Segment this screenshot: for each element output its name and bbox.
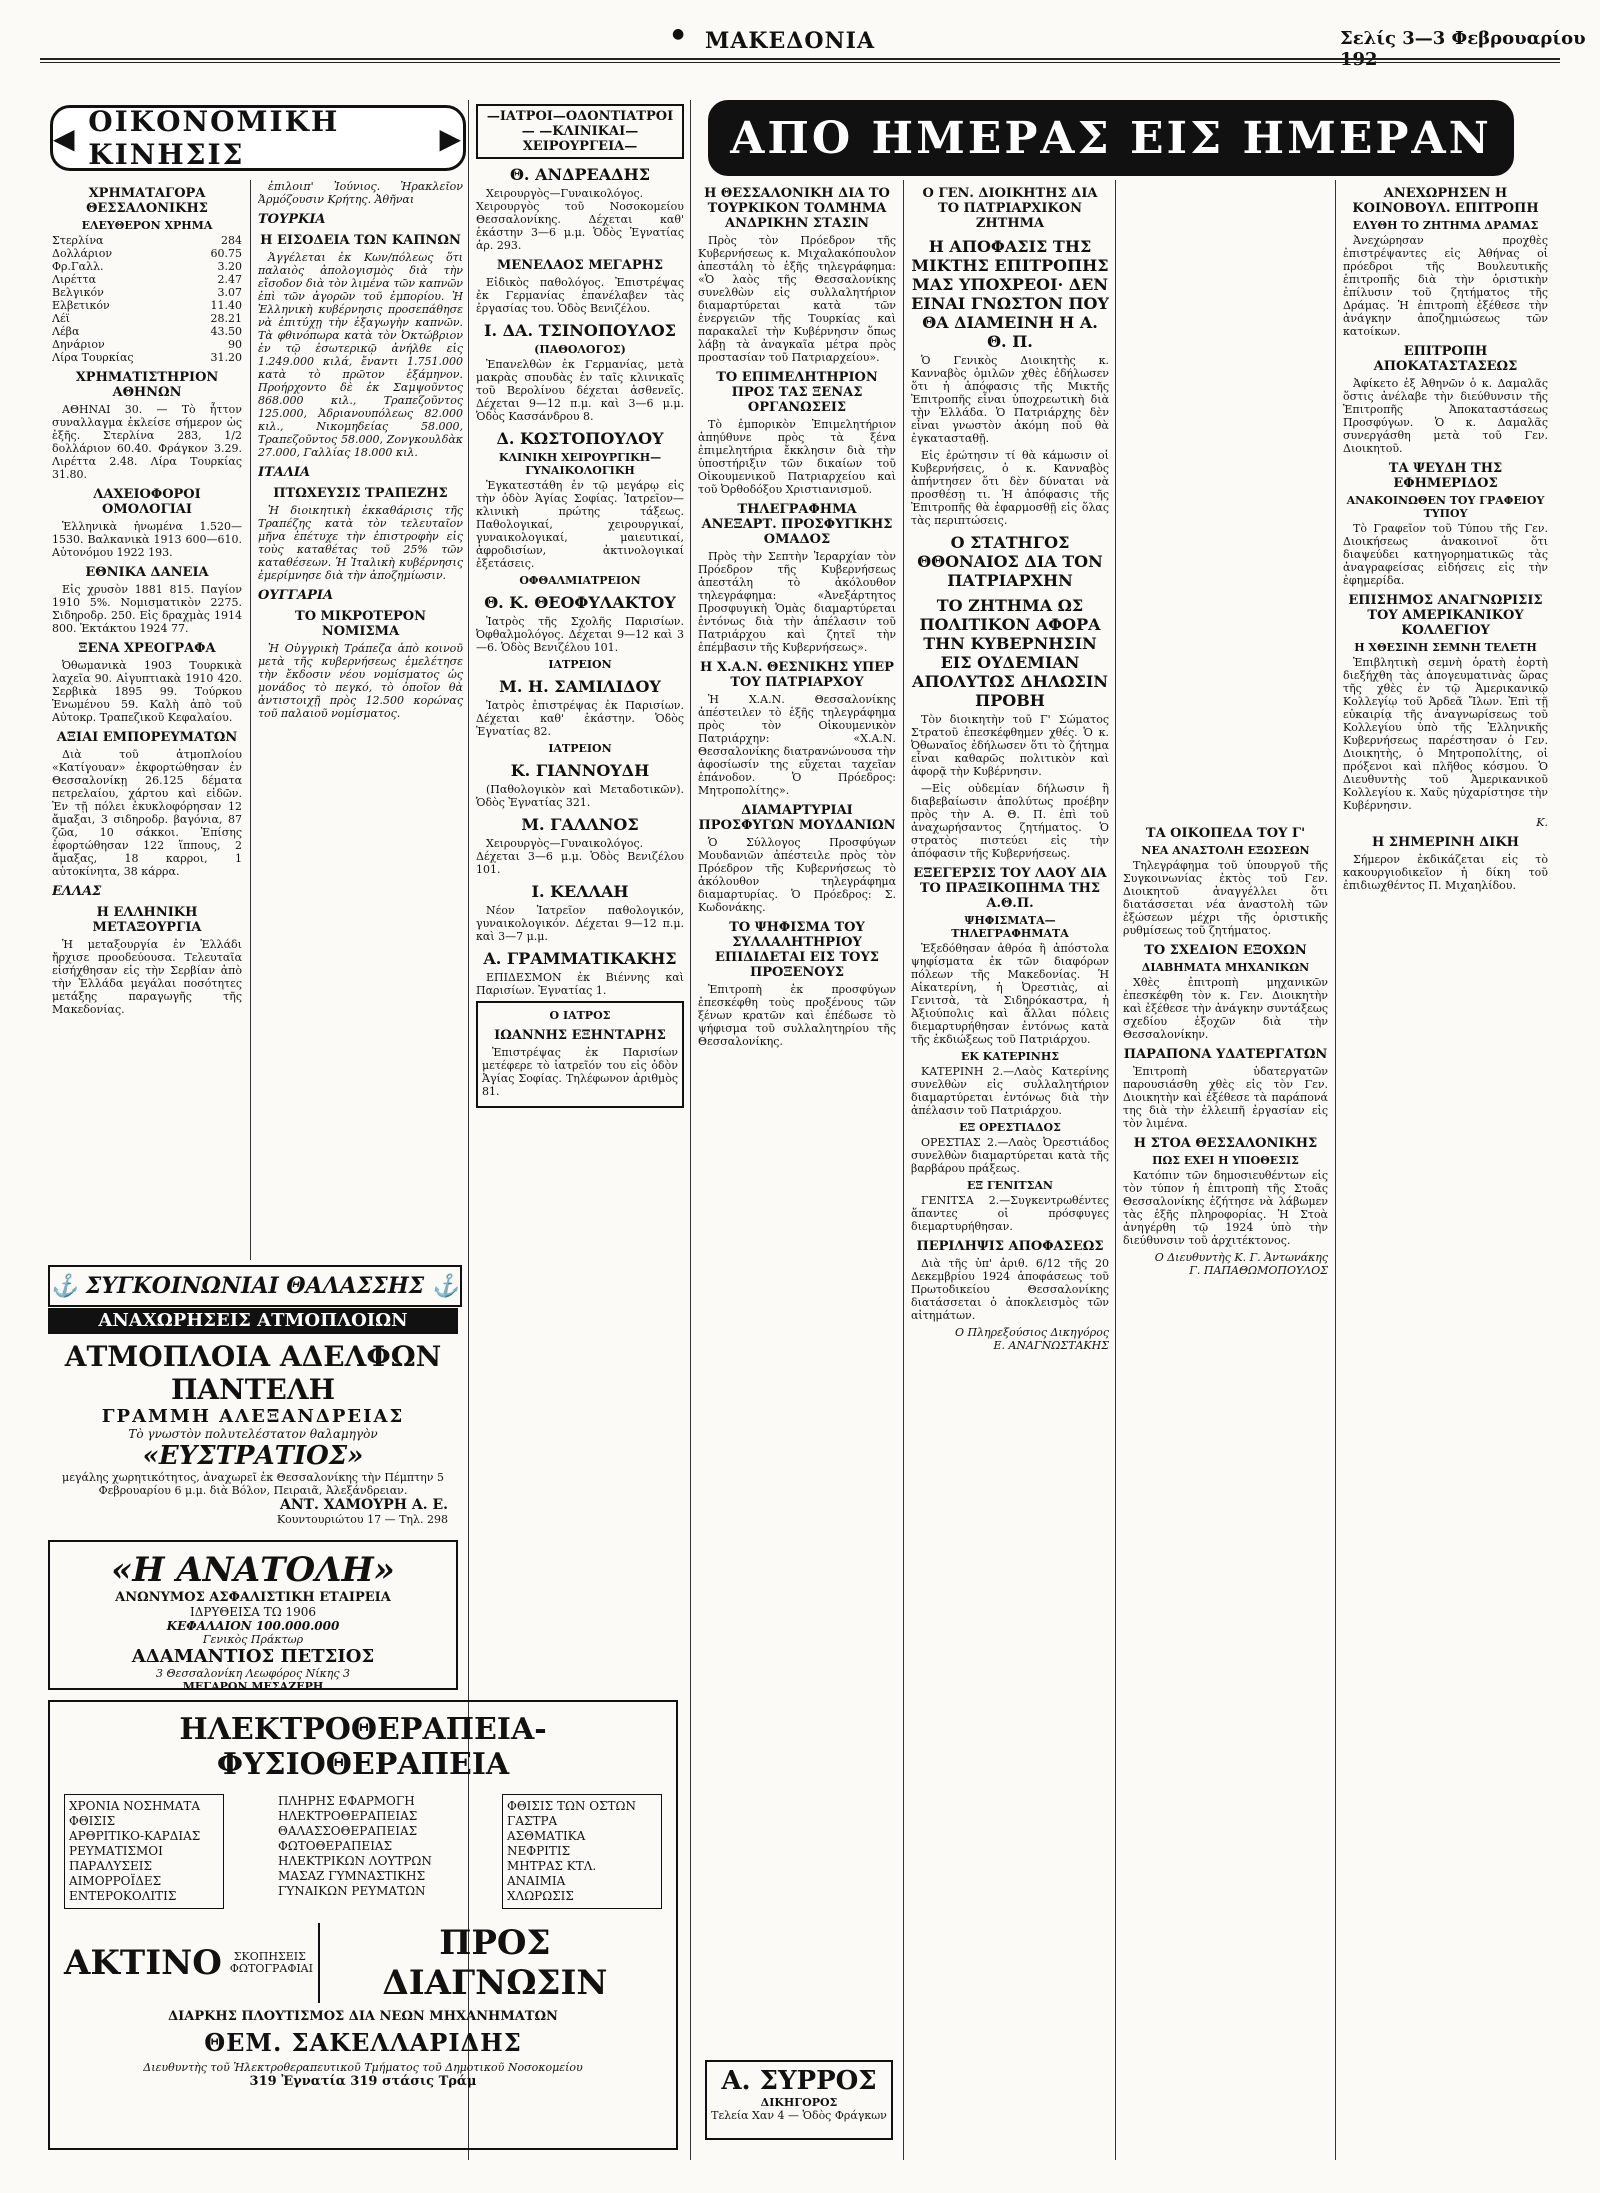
treatment-item: ΘΑΛΑΣΣΟΘΕΡΑΠΕΙΑΣ bbox=[278, 1824, 418, 1838]
currency-name: Ελβετικόν bbox=[52, 299, 110, 312]
currency-rate: 28.21 bbox=[210, 312, 242, 325]
paragraph: Τὸ ἐμπορικὸν Ἐπιμελητήριον ἀπηύθυνε πρὸς τὰ ξένα ἐπιμελητήρια ἔκκλησιν διὰ τὴν ὑποστήριξιν τῶν δικαίων τοῦ Οἰκουμενικοῦ Πατριαρχείου καὶ τοῦ Ὀρθοδόξου Χριστιανισμοῦ. bbox=[698, 418, 896, 496]
treatment-item: ΠΛΗΡΗΣ ΕΦΑΡΜΟΓΗ bbox=[278, 1794, 415, 1808]
treatment-item: ΦΘΙΣΙΣ bbox=[69, 1814, 116, 1828]
doctor-name: Δ. ΚΩΣΤΟΠΟΥΛΟΥ bbox=[496, 429, 664, 448]
treatment-item: ΠΑΡΑΛΥΣΕΙΣ bbox=[69, 1859, 152, 1873]
insurance-founded: ΙΔΡΥΘΕΙΣΑ ΤΩ 1906 bbox=[189, 1605, 316, 1619]
treatment-item: ΦΘΙΣΙΣ ΤΩΝ ΟΣΤΩΝ bbox=[507, 1799, 636, 1813]
subheading: ΝΕΑ ΑΝΑΣΤΟΛΗ ΕΞΩΣΕΩΝ bbox=[1141, 844, 1310, 857]
daily-banner bbox=[708, 100, 1514, 176]
currency-name: Λίρα Τουρκίας bbox=[52, 351, 134, 364]
currency-rate: 2.47 bbox=[217, 273, 242, 286]
shipping-departures: ΑΝΑΧΩΡΗΣΕΙΣ ΑΤΜΟΠΛΟΙΩΝ bbox=[48, 1308, 458, 1334]
column-1 bbox=[52, 180, 242, 1260]
masthead-rule-thin bbox=[40, 62, 1560, 63]
masthead-date: Σελίς 3—3 Φεβρουαρίου bbox=[1340, 28, 1586, 49]
signature: Γ. ΠΑΠΑΘΩΜΟΠΟΥΛΟΣ bbox=[1189, 1264, 1328, 1277]
currency-name: Λιρέττα bbox=[52, 273, 97, 286]
paragraph: Ὁ Σύλλογος Προσφύγων Μουδανιῶν ἀπέστειλε πρὸς τὸν Πρόεδρον τῆς Κυβερνήσεως τὸ ἀκόλουθον τηλεγράφημα διαμαρτυρίας. Ὁ Πρόεδρος: Σ. Κωδονάκης. bbox=[698, 836, 896, 914]
heading: Η Χ.Α.Ν. ΘΕΣΝΙΚΗΣ ΥΠΕΡ ΤΟΥ ΠΑΤΡΙΑΡΧΟΥ bbox=[700, 660, 894, 690]
heading: ΟΥΓΓΑΡΙΑ bbox=[258, 588, 334, 603]
currency-name: Φρ.Γαλλ. bbox=[52, 260, 104, 273]
lawyer-address: Τελεία Χαν 4 — Ὁδὸς Φράγκων bbox=[711, 2109, 887, 2122]
currency-name: Λέϊ bbox=[52, 312, 70, 325]
shipping-details: μεγάλης χωρητικότητος, ἀναχωρεῖ ἐκ Θεσσαλονίκης τὴν Πέμπτην 5 Φεβρουαρίου 6 μ.μ. διὰ Βόλον, Πειραιᾶ, Ἀλεξάνδρειαν. bbox=[62, 1471, 444, 1497]
currency-rate: 43.50 bbox=[210, 325, 242, 338]
shipping-intro: Τὸ γνωστὸν πολυτελέστατον θαλαμηγὸν bbox=[128, 1427, 378, 1441]
currency-name: Λέβα bbox=[52, 325, 80, 338]
subheading: ΚΛΙΝΙΚΗ ΧΕΙΡΟΥΡΓΙΚΗ—ΓΥΝΑΙΚΟΛΟΓΙΚΗ bbox=[498, 451, 662, 477]
column-rule bbox=[690, 100, 691, 2160]
doctor-name: ΙΩΑΝΝΗΣ ΕΞΗΝΤΑΡΗΣ bbox=[494, 1028, 666, 1043]
heading: ΤΟ ΨΗΦΙΣΜΑ ΤΟΥ ΣΥΛΛΑΛΗΤΗΡΙΟΥ ΕΠΙΔΙΔΕΤΑΙ ΕΙΣ ΤΟΥΣ ΠΡΟΞΕΝΟΥΣ bbox=[715, 920, 879, 980]
heading: ΕΘΝΙΚΑ ΔΑΝΕΙΑ bbox=[85, 565, 209, 580]
treatment-item: ΕΝΤΕΡΟΚΟΛΙΤΙΣ bbox=[69, 1889, 177, 1903]
subheading: ΟΦΘΑΛΜΙΑΤΡΕΙΟΝ bbox=[519, 574, 641, 587]
paragraph: ΓΕΝΙΤΣΑ 2.—Συγκεντρωθέντες ἅπαντες οἱ πρόσφυγες διεμαρτυρήθησαν. bbox=[911, 1194, 1109, 1233]
doctor-name: Θ. ΑΝΔΡΕΑΔΗΣ bbox=[509, 165, 650, 184]
heading: ΠΑΡΑΠΟΝΑ ΥΔΑΤΕΡΓΑΤΩΝ bbox=[1123, 1047, 1328, 1062]
doctor-name: Κ. ΓΙΑΝΝΟΥΔΗ bbox=[510, 761, 650, 780]
paragraph: Χειρουργὸς—Γυναικολόγος. Δέχεται 3—6 μ.μ. Ὁδὸς Βενιζέλου 101. bbox=[476, 837, 684, 876]
subheading: ΕΛΕΥΘΕΡΟΝ ΧΡΗΜΑ bbox=[81, 219, 213, 232]
treatment-item: ΧΛΩΡΩΣΙΣ bbox=[507, 1889, 574, 1903]
subheading: ΑΝΑΚΟΙΝΩΘΕΝ ΤΟΥ ΓΡΑΦΕΙΟΥ ΤΥΠΟΥ bbox=[1346, 494, 1545, 520]
subheading: ΕΞ ΟΡΕΣΤΙΑΔΟΣ bbox=[959, 1121, 1061, 1134]
paragraph: Ἡ μεταξουργία ἐν Ἑλλάδι ἤρχισε προοδεύουσα. Τελευταῖα εἰσήχθησαν εἰς τὴν Σερβίαν ἀπὸ τὴν Ἑλλάδα μεγάλαι ποσότητες μετάξης παραγωγῆς τῆς Μακεδονίας. bbox=[52, 938, 242, 1016]
currency-rate: 31.20 bbox=[210, 351, 242, 364]
heading: ΤΟ ΕΠΙΜΕΛΗΤΗΡΙΟΝ ΠΡΟΣ ΤΑΣ ΞΕΝΑΣ ΟΡΓΑΝΩΣΕΙΣ bbox=[716, 370, 878, 415]
paragraph: Ὁ Γενικὸς Διοικητὴς κ. Κανναβὸς ὁμιλῶν χθὲς ἐδήλωσεν ὅτι ἡ ἀπόφασις τῆς Μικτῆς Ἐπιτροπῆς εἶναι ὑποχρεωτικὴ διὰ τὴν Ἑλλάδα. Ὁ Πατριάρχης δὲν εἶναι γνωστὸν ἀκόμη ποῦ θὰ ἐγκατασταθῇ. bbox=[911, 354, 1109, 445]
economy-banner bbox=[50, 105, 466, 171]
treatment-item: ΓΑΣΤΡΑ bbox=[507, 1814, 558, 1828]
rate-row bbox=[52, 286, 242, 299]
rate-row bbox=[52, 234, 242, 247]
currency-rate: 3.20 bbox=[217, 260, 242, 273]
shipping-banner-text: ΣΥΓΚΟΙΝΩΝΙΑΙ ΘΑΛΑΣΣΗΣ bbox=[85, 1273, 425, 1299]
doctor-name: Α. ΓΡΑΜΜΑΤΙΚΑΚΗΣ bbox=[483, 949, 677, 968]
electrotherapy-address: 319 Ἐγνατία 319 στάσις Τράμ bbox=[249, 2074, 477, 2089]
paragraph: Ἡ Χ.Α.Ν. Θεσσαλονίκης ἀπέστειλεν τὸ ἑξῆς τηλεγράφημα πρὸς τὸν Οἰκουμενικὸν Πατριάρχην: «Χ.Α.Ν. Θεσσαλονίκης διατρανώνουσα τὴν ἀφοσίωσίν της εὔχεται ταχεῖαν ἐπάνοδον. Ὁ Πρόεδρος: Μητροπολίτης». bbox=[698, 693, 896, 797]
doctor-name: Ι. ΔΑ. ΤΣΙΝΟΠΟΥΛΟΣ bbox=[484, 321, 676, 340]
paragraph: ΚΑΤΕΡΙΝΗ 2.—Λαὸς Κατερίνης συνελθὼν εἰς συλλαλητήριον διαμαρτύρεται ἐντόνως διὰ τὴν ἀπέλασιν τοῦ Πατριάρχου. bbox=[911, 1065, 1109, 1117]
rate-row bbox=[52, 260, 242, 273]
economy-banner-text: ΟΙΚΟΝΟΜΙΚΗ ΚΙΝΗΣΙΣ bbox=[88, 105, 340, 171]
masthead-rule bbox=[40, 58, 1560, 60]
heading: Η ΣΤΟΑ ΘΕΣΣΑΛΟΝΙΚΗΣ bbox=[1133, 1136, 1318, 1151]
paragraph: Εἰδικὸς παθολόγος. Ἐπιστρέψας ἐκ Γερμανίας ἐπανέλαβεν τὰς ἐργασίας του. Ὁδὸς Βενιζέλου. bbox=[476, 276, 684, 315]
heading: ΤΑ ΨΕΥΔΗ ΤΗΣ ΕΦΗΜΕΡΙΔΟΣ bbox=[1388, 461, 1503, 491]
treatments-left bbox=[64, 1794, 224, 1909]
heading: Ο ΓΕΝ. ΔΙΟΙΚΗΤΗΣ ΔΙΑ ΤΟ ΠΑΤΡΙΑΡΧΙΚΟΝ ΖΗΤΗΜΑ bbox=[922, 186, 1098, 231]
treatment-item: ΑΝΑΙΜΙΑ bbox=[507, 1874, 566, 1888]
paragraph: Ἐξεδόθησαν ἀθρόα ἢ ἀπόστολα ψηφίσματα ἐκ τῶν διαφόρων πόλεων τῆς Μακεδονίας. Ἡ Αἰκατερίνη, ἡ Ὀρεστιὰς, αἱ Γενιτσὰ, τὰ Σιδηρόκαστρα, ἡ Ἀξιούπολις καὶ ἄλλαι πόλεις διεμαρτυρήθησαν ἐντόνως κατὰ τῆς ἐκδιώξεως τοῦ Πατριάρχου. bbox=[911, 942, 1109, 1046]
heading: ΕΞΕΓΕΡΣΙΣ ΤΟΥ ΛΑΟΥ ΔΙΑ ΤΟ ΠΡΑΞΙΚΟΠΗΜΑ ΤΗΣ Α.Θ.Π. bbox=[913, 866, 1107, 911]
paragraph: ΑΘΗΝΑΙ 30. — Τὸ ἧττον συναλλαγμα ἐκλείσε σήμερον ὡς ἑξῆς. Στερλίνα 283, 1/2 δολλάριον 60.40. Φράγκον 3.29. Λιρέττα 2.48. Λίρα Τουρκίας 31.80. bbox=[52, 403, 242, 481]
subheading: Ο ΙΑΤΡΟΣ bbox=[549, 1009, 611, 1022]
xray-sub: ΣΚΟΠΗΣΕΙΣ ΦΩΤΟΓΡΑΦΙΑΙ bbox=[229, 1950, 313, 1975]
rate-row bbox=[52, 247, 242, 260]
signature: Ε. ΑΝΑΓΝΩΣΤΑΚΗΣ bbox=[993, 1339, 1109, 1352]
rate-row bbox=[52, 312, 242, 325]
subheading: ΕΛΥΘΗ ΤΟ ΖΗΤΗΜΑ ΔΡΑΜΑΣ bbox=[1352, 219, 1539, 232]
paragraph: Ἰατρὸς ἐπιστρέψας ἐκ Παρισίων. Δέχεται καθ' ἑκάστην. Ὁδὸς Ἐγνατίας 82. bbox=[476, 699, 684, 738]
treatment-item: ΗΛΕΚΤΡΟΘΕΡΑΠΕΙΑΣ bbox=[278, 1809, 418, 1823]
paragraph: Τὸν διοικητὴν τοῦ Γ' Σώματος Στρατοῦ ἐπεσκέφθημεν χθές. Ὁ κ. Ὀθωναῖος ἐδήλωσεν ὅτι τὸ ζήτημα εἶναι καθαρῶς πολιτικὸν καὶ ἀφορᾷ τὴν Κυβέρνησιν. bbox=[911, 713, 1109, 778]
rate-row bbox=[52, 351, 242, 364]
paragraph: Ἡ διοικητικὴ ἐκκαθάρισις τῆς Τραπέζης κατὰ τὸν τελευταῖον μῆνα ἐπέτυχε τὴν ἐπιστροφὴν εἰς τοὺς καταθέτας τοῦ 25% τῶν καταθέσεων. Ἡ Ἰταλικὴ κυβέρνησις ἐμερίμνησε διὰ τὴν ἀποζημίωσιν. bbox=[258, 504, 463, 582]
paragraph: Διὰ τῆς ὑπ' ἀριθ. 6/12 τῆς 20 Δεκεμβρίου 1924 ἀποφάσεως τοῦ Πρωτοδικείου Θεσσαλονίκης διατάσσεται ὁ ἀποκλεισμὸς τῶν αἰτημάτων. bbox=[911, 1257, 1109, 1322]
paragraph: Χθὲς ἐπιτροπὴ μηχανικῶν ἐπεσκέφθη τὸν κ. Γεν. Διοικητὴν καὶ ἐξέθεσε τὴν ἀνάγκην συντάξεως σχεδίου ἐξοχῶν διὰ τὴν Θεσσαλονίκην. bbox=[1123, 976, 1328, 1041]
insurance-name: «Η ΑΝΑΤΟΛΗ» bbox=[111, 1550, 395, 1590]
column-rule bbox=[1335, 180, 1336, 2160]
arrow-right-icon: ▶ bbox=[427, 121, 463, 155]
heading: ΕΠΙΣΗΜΟΣ ΑΝΑΓΝΩΡΙΣΙΣ ΤΟΥ ΑΜΕΡΙΚΑΝΙΚΟΥ ΚΟΛΛΕΓΙΟΥ bbox=[1348, 593, 1543, 638]
anchor-icon: ⚓ bbox=[424, 1273, 460, 1299]
heading: ΤΗΛΕΓΡΑΦΗΜΑ ΑΝΕΞΑΡΤ. ΠΡΟΣΦΥΓΙΚΗΣ ΟΜΑΔΟΣ bbox=[701, 502, 893, 547]
treatment-item: ΜΗΤΡΑΣ ΚΤΛ. bbox=[507, 1859, 597, 1873]
paragraph: Εἰς χρυσὸν 1881 815. Παγίον 1910 5%. Νομισματικὸν 2275. Σιδηροδρ. 250. Εἰς δραχμὰς 1914 800. Ἐκτάκτου 1924 77. bbox=[52, 583, 242, 635]
column-rule bbox=[250, 180, 251, 1260]
heading: ΧΡΗΜΑΤΑΓΟΡΑ ΘΕΣΣΑΛΟΝΙΚΗΣ bbox=[86, 186, 208, 216]
heading: Η ΣΗΜΕΡΙΝΗ ΔΙΚΗ bbox=[1372, 835, 1519, 850]
currency-name: Στερλίνα bbox=[52, 234, 104, 247]
heading: ΕΠΙΤΡΟΠΗ ΑΠΟΚΑΤΑΣΤΑΣΕΩΣ bbox=[1373, 344, 1518, 374]
insurance-ad bbox=[48, 1540, 458, 1693]
currency-rate: 60.75 bbox=[210, 247, 242, 260]
paragraph: Ἐπιτροπὴ ὑδατεργατῶν παρουσιάσθη χθὲς εἰς τὸν Γεν. Διοικητὴν καὶ ἐξέθεσε τὰ παράπονά της διὰ τὴν ἐλλειπῆ ἐργασίαν εἰς τὸν λιμένα. bbox=[1123, 1065, 1328, 1130]
paragraph: Τηλεγράφημα τοῦ ὑπουργοῦ τῆς Συγκοινωνίας ἐκτὸς τοῦ Γεν. Διοικητοῦ ἀναγγέλλει ὅτι διατάσσεται νέα ἀναστολὴ τῶν ἐξώσεων μέχρι τῆς ὁριστικῆς ρυθμίσεως τοῦ ζητήματος. bbox=[1123, 859, 1328, 937]
subheading: ΙΑΤΡΕΙΟΝ bbox=[548, 658, 612, 671]
rate-row bbox=[52, 299, 242, 312]
heading: ΤΟΥΡΚΙΑ bbox=[258, 212, 326, 227]
insurance-agent-label: Γενικὸς Πράκτωρ bbox=[202, 1633, 304, 1646]
heading: ΤΑ ΟΙΚΟΠΕΔΑ ΤΟΥ Γ' bbox=[1145, 826, 1306, 841]
treatment-item: ΡΕΥΜΑΤΙΣΜΟΙ bbox=[69, 1844, 163, 1858]
heading: ΞΕΝΑ ΧΡΕΟΓΡΑΦΑ bbox=[78, 641, 216, 656]
paragraph: Χειρουργὸς—Γυναικολόγος. Χειρουργὸς τοῦ Νοσοκομείου Θεσσαλονίκης. Δέχεται καθ' ἑκάστην 3—6 μ.μ. Ὁδὸς Ἐγνατίας ἀρ. 293. bbox=[476, 187, 684, 252]
subheading: ΙΑΤΡΕΙΟΝ bbox=[548, 742, 612, 755]
paragraph: Ὀθωμανικὰ 1903 Τουρκικὰ λαχεῖα 90. Αἰγυπτιακὰ 1910 420. Σερβικὰ 1895 99. Τούρκου Ἑνωμένου 59. Καλὴ ἀπὸ τοῦ Αὐτοκρ. Τραπεζικοῦ Κεφαλαίου. bbox=[52, 659, 242, 724]
paragraph: Διὰ τοῦ ἀτμοπλοίου «Κατίγουαν» ἐκφορτώθησαν ἐν Θεσσαλονίκῃ 26.125 δέματα πετρελαίου, χάρτου καὶ εἰδῶν. Ἐν τῇ πόλει ἐκυκλοφόρησαν 12 ἄμαξαι, 3 σιδηροδρ. βαγόνια, 87 ζῶα, 10 σάκκοι. Ἐπίσης ἐφορτώθησαν 122 ἵππους, 2 ἄμαξας, 18 καρροι, 1 αὐτοκίνητα, 38 κάρρα. bbox=[52, 748, 242, 878]
subheading: ΕΚ ΚΑΤΕΡΙΝΗΣ bbox=[960, 1050, 1060, 1063]
column-4 bbox=[698, 180, 896, 2160]
paragraph: Ἰατρὸς τῆς Σχολῆς Παρισίων. Ὀφθαλμολόγος. Δέχεται 9—12 καὶ 3—6. Ὁδὸς Βενιζέλου 101. bbox=[476, 615, 684, 654]
doctor-name: Μ. ΓΑΛΛΝΟΣ bbox=[521, 815, 639, 834]
heading: ΑΝΕΧΩΡΗΣΕΝ Η ΚΟΙΝΟΒΟΥΛ. ΕΠΙΤΡΟΠΗ bbox=[1352, 186, 1539, 216]
heading: ΔΙΑΜΑΡΤΥΡΙΑΙ ΠΡΟΣΦΥΓΩΝ ΜΟΥΔΑΝΙΩΝ bbox=[698, 803, 896, 833]
paragraph: Ἀνεχώρησαν προχθὲς ἐπιστρέψαντες εἰς Ἀθήνας οἱ πρόεδροι τῆς Βουλευτικῆς ἐπιτροπῆς διὰ τὴν ὁριστικὴν ἐπίλυσιν τοῦ ζητήματος τῆς Δράμας. Ἡ ἐπιτροπὴ ἐξέθεσε τὴν ἀνάγκην ἀποζημιώσεως τῶν κατοίκων. bbox=[1343, 234, 1548, 338]
insurance-agent: ΑΔΑΜΑΝΤΙΟΣ ΠΕΤΣΙΟΣ bbox=[131, 1646, 375, 1667]
shipping-agent: ΑΝΤ. ΧΑΜΟΥΡΗ Α. Ε. bbox=[279, 1497, 448, 1513]
heading: ΙΤΑΛΙΑ bbox=[258, 465, 311, 480]
shipping-line: ΑΤΜΟΠΛΟΙΑ ΑΔΕΛΦΩΝ ΠΑΝΤΕΛΗ bbox=[64, 1340, 442, 1406]
paragraph: Κατόπιν τῶν δημοσιευθέντων εἰς τὸν τύπον ἡ ἐπιτροπὴ τῆς Στοᾶς Θεσσαλονίκης ἐζήτησε νὰ λάβωμεν τὰς ἑξῆς πληροφορίας. Ἡ Στοὰ ἀνηγέρθη τῷ 1924 ὑπὸ τὴν διεύθυνσιν τοῦ ἀρχιτέκτονος. bbox=[1123, 1169, 1328, 1247]
subheading: ΔΙΑΒΗΜΑΤΑ ΜΗΧΑΝΙΚΩΝ bbox=[1141, 961, 1310, 974]
paragraph: Σήμερον ἐκδικάζεται εἰς τὸ κακουργιοδικεῖον ἡ δίκη τοῦ ἐπιδιωχθέντος Π. Μιχαηλίδου. bbox=[1343, 853, 1548, 892]
heading: ΠΤΩΧΕΥΣΙΣ ΤΡΑΠΕΖΗΣ bbox=[273, 486, 448, 501]
paragraph: Ἐπιστρέψας ἐκ Παρισίων μετέφερε τὸ ἰατρεῖόν του εἰς ὁδὸν Ἁγίας Σοφίας. Τηλέφωνον ἀριθμὸς 81. bbox=[482, 1046, 678, 1098]
signature: Κ. bbox=[1536, 816, 1548, 829]
heading: ΛΑΧΕΙΟΦΟΡΟΙ ΟΜΟΛΟΓΙΑΙ bbox=[93, 487, 201, 517]
doctor-name: Θ. Κ. ΘΕΟΦΥΛΑΚΤΟΥ bbox=[484, 593, 676, 612]
electrotherapy-ad bbox=[48, 1700, 678, 2150]
doctor-box bbox=[476, 1001, 684, 1108]
doctors-header: —ΙΑΤΡΟΙ—ΟΔΟΝΤΙΑΤΡΟΙ— —ΚΛΙΝΙΚΑΙ—ΧΕΙΡΟΥΡΓΕΙΑ— bbox=[476, 104, 684, 159]
treatment-item: ΓΥΝΑΙΚΩΝ ΡΕΥΜΑΤΩΝ bbox=[278, 1884, 426, 1898]
column-5 bbox=[911, 180, 1109, 2160]
treatment-item: ΑΙΜΟΡΡΟΪΔΕΣ bbox=[69, 1874, 162, 1888]
heading: ΧΡΗΜΑΤΙΣΤΗΡΙΟΝ ΑΘΗΝΩΝ bbox=[75, 370, 219, 400]
shipping-agent-address: Κουντουριώτου 17 — Τηλ. 298 bbox=[276, 1513, 448, 1526]
paragraph: ΟΡΕΣΤΙΑΣ 2.—Λαὸς Ὀρεστιάδος συνελθὼν διαμαρτύρεται κατὰ τῆς βαρβάρου πράξεως. bbox=[911, 1136, 1109, 1175]
heading: Ο ΣΤΑΤΗΓΟΣ ΘΘΟΝΑΙΟΣ ΔΙΑ ΤΟΝ ΠΑΤΡΙΑΡΧΗΝ bbox=[917, 533, 1103, 590]
paragraph: Πρὸς τὸν Πρόεδρον τῆς Κυβερνήσεως κ. Μιχαλακόπουλον ἀπεστάλη τὸ ἑξῆς τηλεγράφημα: «Ὁ λαὸς τῆς Θεσσαλονίκης συνελθὼν εἰς συλλαλητήριον διαμαρτύρεται κατὰ τῶν ἐνεργειῶν τῆς Τουρκίας καὶ παρακαλεῖ τὴν Κυβέρνησιν ὅπως λάβῃ τὰ ἀναγκαῖα μέτρα πρὸς προστασίαν τοῦ Πατριαρχείου». bbox=[698, 234, 896, 364]
insurance-address: 3 Θεσσαλονίκη Λεωφόρος Νίκης 3 bbox=[155, 1667, 351, 1680]
lawyer-ad bbox=[705, 2060, 893, 2140]
paragraph: Ἐπιβλητικὴ σεμνὴ ὁρατὴ ἐορτὴ διεξήχθη τὰς ἀπογευματινὰς ὥρας τῆς χθὲς ἐν τῷ Ἀμερικανικῷ Κολλεγίῳ τοῦ Ἀρδεᾶ Ἴλων. Ἐπὶ τῇ εὐκαιρίᾳ τῆς ἀναγνωρίσεως τοῦ Κολλεγίου ὑπὸ τῆς Ἑλληνικῆς Κυβερνήσεως παρέστησαν ὁ Γεν. Διοικητὴς, ὁ Μητροπολίτης, οἱ πρόξενοι καὶ πλῆθος κόσμου. Ὁ Διευθυντὴς τοῦ Ἀμερικανικοῦ Κολλεγίου κ. Χαῦς ηὐχαρίστησε τὴν Κυβέρνησιν. bbox=[1343, 656, 1548, 812]
paragraph: —Εἰς οὐδεμίαν δήλωσιν ἢ διαβεβαίωσιν ἀπολύτως προέβην πρὸς τὴν Α. Θ. Π. ἐπὶ τοῦ ἀναχωρήσαντος ζητήματος. Ὁ στρατὸς πιστεύει εἰς τὴν ἀπόφασιν τῆς Κυβερνήσεως. bbox=[911, 782, 1109, 860]
currency-rate: 11.40 bbox=[210, 299, 242, 312]
signature: Ο Διευθυντὴς Κ. Γ. Ἀντωνάκης bbox=[1154, 1251, 1328, 1264]
paragraph: ΕΠΙΔΕΣΜΟΝ ἐκ Βιέννης καὶ Παρισίων. Ἐγνατίας 1. bbox=[476, 971, 684, 997]
paragraph: Ἐπανελθὼν ἐκ Γερμανίας, μετὰ μακρὰς σπουδὰς ἐν ταῖς κλινικαῖς τοῦ Βερολίνου δέχεται ἀσθενεῖς. Δέχεται 9—12 π.μ. καὶ 3—6 μ.μ. Ὁδὸς Κασσάνδρου 8. bbox=[476, 358, 684, 423]
column-2 bbox=[258, 180, 463, 1260]
treatments-right bbox=[502, 1794, 662, 1909]
treatment-item: ΦΩΤΟΘΕΡΑΠΕΙΑΣ bbox=[278, 1839, 393, 1853]
heading: ΕΛΛΑΣ bbox=[52, 884, 102, 899]
rate-row bbox=[52, 273, 242, 286]
paragraph: Ἀγγέλεται ἐκ Κων/πόλεως ὅτι παλαιὸς ἀπολογισμὸς διὰ τὴν εἴσοδον διὰ τὸν λιμένα τῶν καπνῶν ἐπὶ τῶν ἀγορῶν τοῦ ἐμπορίου. Ἡ Ἑλληνικὴ κυβέρνησις προσεπάθησε νὰ ἐπιτύχῃ τὴν ἐξαγωγὴν καπνῶν. Τὰ φθινόπωρα κατὰ τὸν Ὀκτώβριον ἐν τῷ ἐσωτερικῷ ἀνήλθε εἰς 1.249.000 κιλά, ἔναντι 1.751.000 κατὰ τὸ πρῶτον ἑξάμηνον. Προήρχοντο δὲ ἐκ Σαμψοῦντος 868.000 κιλ., Τραπεζοῦντος 125.000, Ἀδριανουπόλεως 82.000 κιλ., Νικομηδείας 58.000, Τραπεζοῦντος 58.000, Ζονγκουλδὰκ 27.000, Γαλλίας 18.000 κιλ. bbox=[258, 251, 463, 459]
subheading: ΕΞ ΓΕΝΙΤΣΑΝ bbox=[967, 1179, 1053, 1192]
masthead-name: ΜΑΚΕΔΟΝΙΑ bbox=[705, 28, 876, 54]
shipping-route: ΓΡΑΜΜΗ ΑΛΕΞΑΝΔΡΕΙΑΣ bbox=[101, 1406, 405, 1427]
anchor-icon: ⚓ bbox=[50, 1273, 86, 1299]
rates-table bbox=[52, 234, 242, 364]
xray-word: ΑΚΤΙΝΟ bbox=[64, 1943, 222, 1983]
paragraph: Ἀφίκετο ἐξ Ἀθηνῶν ὁ κ. Δαμαλᾶς ὅστις ἀνέλαβε τὴν διεύθυνσιν τῆς Ἐπιτροπῆς Ἀποκαταστάσεως Προσφύγων. Ὁ κ. Δαμαλᾶς συνεργάσθη μετὰ τοῦ Γεν. Διοικητοῦ. bbox=[1343, 377, 1548, 455]
column-doctors bbox=[476, 100, 684, 1880]
paragraph: Ἐπιτροπὴ ἐκ προσφύγων ἐπεσκέφθη τοὺς προξένους τῶν ξένων κρατῶν καὶ ἐπέδωσε τὸ ψήφισμα τοῦ συλλαλητηρίου τῆς Θεσσαλονίκης. bbox=[698, 983, 896, 1048]
heading: ΤΟ ΜΙΚΡΟΤΕΡΟΝ ΝΟΜΙΣΜΑ bbox=[295, 609, 426, 639]
doctor-name: Ι. ΚΕΛΛΑΗ bbox=[531, 882, 629, 901]
insurance-capital: ΚΕΦΑΛΑΙΟΝ 100.000.000 bbox=[166, 1619, 340, 1633]
lawyer-role: ΔΙΚΗΓΟΡΟΣ bbox=[760, 2096, 838, 2109]
treatment-item: ΗΛΕΚΤΡΙΚΩΝ ΛΟΥΤΡΩΝ bbox=[278, 1854, 432, 1868]
heading: ΠΕΡΙΛΗΨΙΣ ΑΠΟΦΑΣΕΩΣ bbox=[916, 1239, 1104, 1254]
treatment-item: ΜΑΣΑΖ ΓΥΜΝΑΣΤΙΚΗΣ bbox=[278, 1869, 426, 1883]
rate-row bbox=[52, 325, 242, 338]
currency-name: Βελγικόν bbox=[52, 286, 104, 299]
paragraph: Ἑλληνικὰ ἡνωμένα 1.520—1530. Βαλκανικὰ 1913 600—610. Αὐτονόμου 1922 193. bbox=[52, 520, 242, 559]
column-7 bbox=[1343, 180, 1548, 2160]
currency-rate: 90 bbox=[228, 338, 242, 351]
signature: Ο Πληρεξούσιος Δικηγόρος bbox=[954, 1326, 1109, 1339]
paragraph: Τὸ Γραφεῖον τοῦ Τύπου τῆς Γεν. Διοικήσεως ἀνακοινοῖ ὅτι διαψεύδει κατηγορηματικῶς τὰς ἀναγραφείσας εἰδήσεις εἰς τὴν ἐφημερίδα. bbox=[1343, 522, 1548, 587]
electrotherapy-role: Διευθυντὴς τοῦ Ἠλεκτροθεραπευτικοῦ Τμήματος τοῦ Δημοτικοῦ Νοσοκομείου bbox=[143, 2061, 583, 2074]
rate-row bbox=[52, 338, 242, 351]
paragraph: Εἰς ἐρώτησιν τί θὰ κάμωσιν οἱ Κυβερνήσεις, ὁ κ. Κανναβὸς ἀπήντησεν ὅτι δὲν δύναται νὰ προσθέσῃ τι. Ἡ ἀπόφασις τῆς Ἐπιτροπῆς θὰ ἐφαρμοσθῇ εἰς ὅλας τὰς περιπτώσεις. bbox=[911, 449, 1109, 527]
column-6 bbox=[1123, 820, 1328, 2160]
heading: ΤΟ ΣΧΕΔΙΟΝ ΕΞΟΧΩΝ bbox=[1144, 943, 1307, 958]
heading: Η ΕΛΛΗΝΙΚΗ ΜΕΤΑΞΟΥΡΓΙΑ bbox=[92, 905, 202, 935]
paragraph: ἐπιλοιπ' Ἰούνιος. Ἠρακλεῖον Ἀρμόζουσιν Κρήτης. Ἀθῆναι bbox=[258, 180, 463, 206]
masthead-dot: ● bbox=[672, 26, 685, 42]
treatment-item: ΑΡΘΡΙΤΙΚΟ-ΚΑΡΔΙΑΣ bbox=[69, 1829, 201, 1843]
paragraph: Νέον Ἰατρεῖον παθολογικόν, γυναικολογικόν. Δέχεται 9—12 π.μ. καὶ 3—7 μ.μ. bbox=[476, 904, 684, 943]
daily-banner-text: ΑΠΟ ΗΜΕΡΑΣ ΕΙΣ ΗΜΕΡΑΝ bbox=[730, 112, 1492, 164]
treatment-item: ΝΕΦΡΙΤΙΣ bbox=[507, 1844, 571, 1858]
insurance-building: ΜΕΓΑΡΟΝ ΜΕΣΑΖΕΡΗ bbox=[182, 1680, 324, 1693]
treatment-item: ΧΡΟΝΙΑ ΝΟΣΗΜΑΤΑ bbox=[69, 1799, 201, 1813]
heading: ΑΞΙΑΙ ΕΜΠΟΡΕΥΜΑΤΩΝ bbox=[56, 730, 238, 745]
heading: Η ΘΕΣΣΑΛΟΝΙΚΗ ΔΙΑ ΤΟ ΤΟΥΡΚΙΚΟΝ ΤΟΛΜΗΜΑ ΑΝΔΡΙΚΗΝ ΣΤΑΣΙΝ bbox=[704, 186, 890, 231]
arrow-left-icon: ◀ bbox=[53, 121, 89, 155]
electrotherapy-doctor: ΘΕΜ. ΣΑΚΕΛΛΑΡΙΔΗΣ bbox=[204, 2028, 522, 2057]
subheading: ΠΩΣ ΕΧΕΙ Η ΥΠΟΘΕΣΙΣ bbox=[1152, 1154, 1299, 1167]
treatments-grid bbox=[64, 1794, 662, 1909]
ship-name: «ΕΥΣΤΡΑΤΙΟΣ» bbox=[142, 1441, 364, 1471]
subheading: ΨΗΦΙΣΜΑΤΑ—ΤΗΛΕΓΡΑΦΗΜΑΤΑ bbox=[951, 914, 1069, 940]
treatment-item: ΑΣΘΜΑΤΙΚΑ bbox=[507, 1829, 586, 1843]
column-rule bbox=[903, 180, 904, 2160]
paragraph: Ἡ Οὑγγρικὴ Τράπεζα ἀπὸ κοινοῦ μετὰ τῆς κυβερνήσεως ἐμελέτησε τὴν ἔκδοσιν νέου νομίσματος ὡς μονάδος τὸ πεγκό, τὸ ὁποῖον θὰ ἀντιστοιχῇ πρὸς 12.500 κορώνας τοῦ παλαιοῦ νομίσματος. bbox=[258, 642, 463, 720]
paragraph: Πρὸς τὴν Σεπτὴν Ἱεραρχίαν τὸν Πρόεδρον τῆς Κυβερνήσεως ἀπεστάλη τὸ ἀκόλουθον τηλεγράφημα: «Ἀνεξάρτητος Προσφυγικὴ Ὁμὰς διαμαρτύρεται ἐντόνως διὰ τὴν ἀπέλασιν τοῦ Πατριάρχου καὶ ζητεῖ τὴν ἐπέμβασιν τῆς Κυβερνήσεως». bbox=[698, 550, 896, 654]
column-rule bbox=[1115, 180, 1116, 2160]
currency-rate: 3.07 bbox=[217, 286, 242, 299]
electrotherapy-equipment: ΔΙΑΡΚΗΣ ΠΛΟΥΤΙΣΜΟΣ ΔΙΑ ΝΕΩΝ ΜΗΧΑΝΗΜΑΤΩΝ bbox=[168, 2009, 558, 2024]
insurance-type: ΑΝΩΝΥΜΟΣ ΑΣΦΑΛΙΣΤΙΚΗ ΕΤΑΙΡΕΙΑ bbox=[115, 1590, 391, 1605]
paragraph: (Παθολογικὸν καὶ Μεταδοτικῶν). Ὁδὸς Ἐγνατίας 321. bbox=[476, 783, 684, 809]
xray-line bbox=[64, 1923, 662, 2003]
doctor-name: Μ. Η. ΣΑΜΙΛΙΔΟΥ bbox=[499, 677, 661, 696]
subheading: Η ΧΘΕΣΙΝΗ ΣΕΜΝΗ ΤΕΛΕΤΗ bbox=[1354, 641, 1537, 654]
treatments-mid bbox=[278, 1794, 448, 1909]
lawyer-name: Α. ΣΥΡΡΟΣ bbox=[721, 2066, 877, 2096]
doctor-name: ΜΕΝΕΛΑΟΣ ΜΕΓΑΡΗΣ bbox=[496, 258, 664, 273]
currency-rate: 284 bbox=[221, 234, 242, 247]
heading: Η ΑΠΟΦΑΣΙΣ ΤΗΣ ΜΙΚΤΗΣ ΕΠΙΤΡΟΠΗΣ ΜΑΣ ΥΠΟΧΡΕΟΙ· ΔΕΝ ΕΙΝΑΙ ΓΝΩΣΤΟΝ ΠΟΥ ΘΑ ΔΙΑΜΕΙΝΗ Η Α. Θ. Π. bbox=[911, 237, 1109, 351]
paragraph: Ἐγκατεστάθη ἐν τῷ μεγάρῳ εἰς τὴν ὁδὸν Ἁγίας Σοφίας. Ἰατρεῖον—κλινικὴ πρώτης τάξεως. Παθολογικαί, χειρουργικαί, γυναικολογικαί, μαιευτικαί, ἀφροδισίων, ἀκτινολογικαί ἐξετάσεις. bbox=[476, 479, 684, 570]
heading: ΤΟ ΖΗΤΗΜΑ ΩΣ ΠΟΛΙΤΙΚΟΝ ΑΦΟΡΑ ΤΗΝ ΚΥΒΕΡΝΗΣΙΝ ΕΙΣ ΟΥΔΕΜΙΑΝ ΑΠΟΛΥΤΩΣ ΔΗΛΩΣΙΝ ΠΡΟΒΗ bbox=[912, 596, 1108, 710]
heading: Η ΕΙΣΟΔΕΙΑ ΤΩΝ ΚΑΠΝΩΝ bbox=[260, 233, 461, 248]
currency-name: Δολλάριον bbox=[52, 247, 113, 260]
shipping-banner bbox=[48, 1265, 462, 1307]
subheading: (ΠΑΘΟΛΟΓΟΣ) bbox=[534, 343, 626, 356]
shipping-ad bbox=[48, 1340, 458, 1526]
currency-name: Δηνάριον bbox=[52, 338, 105, 351]
electrotherapy-title: ΗΛΕΚΤΡΟΘΕΡΑΠΕΙΑ-ΦΥΣΙΟΘΕΡΑΠΕΙΑ bbox=[179, 1712, 547, 1782]
diagnosis-word: ΠΡΟΣ ΔΙΑΓΝΩΣΙΝ bbox=[318, 1923, 662, 2003]
